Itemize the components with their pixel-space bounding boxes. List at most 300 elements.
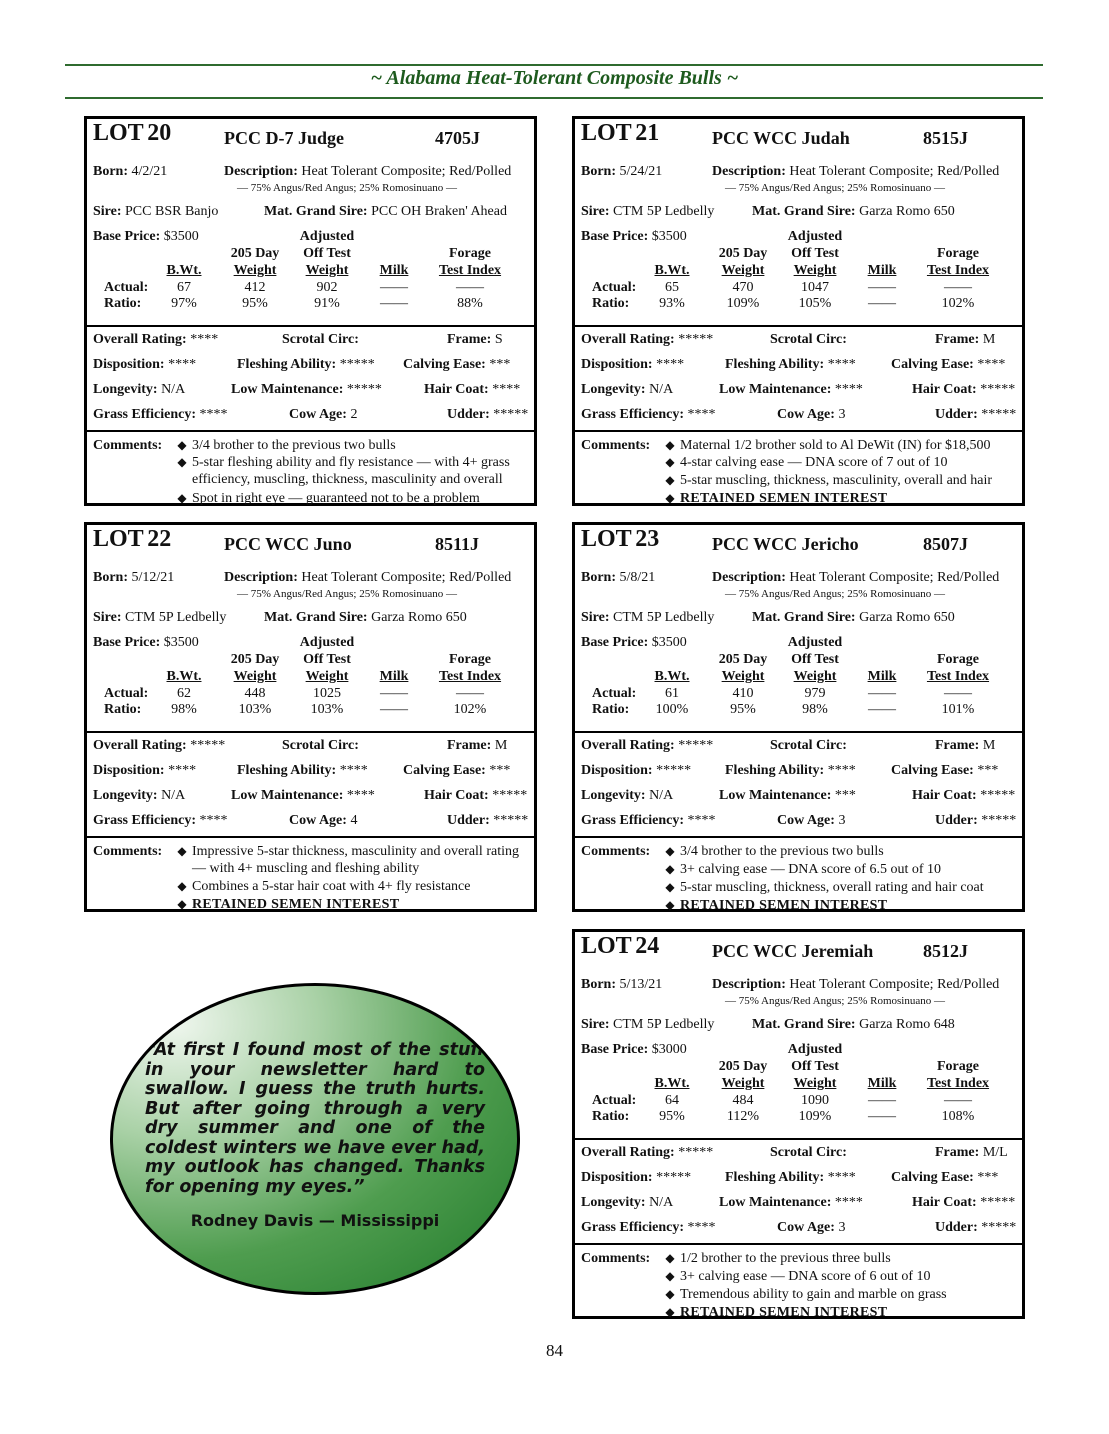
comment-item <box>172 490 530 507</box>
grass-value: **** <box>687 1220 716 1235</box>
comment-text: 4-star calving ease — DNA score of 7 out of 10 <box>680 455 948 470</box>
base-price-value: $3500 <box>651 229 687 244</box>
disposition-value: **** <box>168 357 197 372</box>
overall-label: Overall Rating: <box>93 332 187 347</box>
overall-value: ***** <box>678 332 714 347</box>
base-price-value: $3500 <box>651 635 687 650</box>
born-date: 5/8/21 <box>619 570 656 585</box>
weight205-header: Weight <box>721 263 765 278</box>
actual-bwt: 64 <box>665 1093 679 1108</box>
weight205-header: Weight <box>233 263 277 278</box>
cowage-value: 3 <box>838 1220 846 1235</box>
born-label: Born: <box>581 977 616 992</box>
comment-text: Impressive 5-star thickness, masculinity and overall rating — with 4+ muscling and fleshing ability <box>192 844 519 876</box>
lowmaint-value: **** <box>834 1195 863 1210</box>
description-label: Description: <box>712 164 786 179</box>
diamond-bullet-icon: ◆ <box>665 880 675 894</box>
adjusted-header: Adjusted <box>299 635 355 650</box>
sire-label: Sire: <box>93 610 122 625</box>
bull-id: 8507J <box>923 534 968 554</box>
diamond-bullet-icon: ◆ <box>665 473 675 487</box>
disposition-label: Disposition: <box>93 357 165 372</box>
longevity-value: N/A <box>649 382 674 397</box>
diamond-bullet-icon: ◆ <box>665 862 675 876</box>
lot-label: LOT <box>581 933 632 959</box>
ratio-label: Ratio: <box>592 1109 630 1124</box>
scrotal-label: Scrotal Circ: <box>770 738 847 753</box>
header-rule-bottom <box>65 97 1043 99</box>
bwt-header: B.Wt. <box>166 263 202 278</box>
description-label: Description: <box>224 164 298 179</box>
disposition-value: **** <box>168 763 197 778</box>
grass-value: **** <box>199 813 228 828</box>
disposition-value: **** <box>656 357 685 372</box>
diamond-bullet-icon: ◆ <box>177 844 187 858</box>
sire-name: CTM 5P Ledbelly <box>125 610 227 625</box>
udder-label: Udder: <box>935 1220 978 1235</box>
longevity-label: Longevity: <box>93 788 158 803</box>
bull-name: PCC WCC Juno <box>224 534 352 554</box>
actual-forage: —— <box>456 280 484 295</box>
lowmaint-label: Low Maintenance: <box>719 1195 832 1210</box>
overall-value: ***** <box>678 738 714 753</box>
mgs-label: Mat. Grand Sire: <box>752 610 856 625</box>
test-index-header: Test Index <box>438 263 502 278</box>
description-text: Heat Tolerant Composite; Red/Polled <box>789 570 1000 585</box>
mgs-label: Mat. Grand Sire: <box>752 1017 856 1032</box>
actual-offtest: 979 <box>804 686 826 701</box>
ratio-label: Ratio: <box>104 702 142 717</box>
disposition-label: Disposition: <box>581 1170 653 1185</box>
longevity-value: N/A <box>161 382 186 397</box>
disposition-value: ***** <box>656 763 692 778</box>
actual-milk: —— <box>380 280 408 295</box>
cowage-value: 3 <box>838 407 846 422</box>
actual-bwt: 61 <box>665 686 679 701</box>
cowage-value: 2 <box>350 407 358 422</box>
testimonial-author: Rodney Davis — Mississippi <box>190 1211 440 1230</box>
comment-text: 3/4 brother to the previous two bulls <box>192 438 396 453</box>
calving-label: Calving Ease: <box>403 357 486 372</box>
lot-number: 23 <box>635 526 660 552</box>
fleshing-label: Fleshing Ability: <box>725 763 825 778</box>
haircoat-value: ***** <box>492 788 528 803</box>
haircoat-label: Hair Coat: <box>912 788 977 803</box>
breed-composition: — 75% Angus/Red Angus; 25% Romosinuano — <box>236 182 457 194</box>
base-price-value: $3500 <box>163 229 199 244</box>
cowage-label: Cow Age: <box>289 813 347 828</box>
mgs-name: Garza Romo 648 <box>859 1017 955 1032</box>
bwt-header: B.Wt. <box>654 669 690 684</box>
frame-label: Frame: <box>935 332 980 347</box>
actual-w205: 470 <box>732 280 754 295</box>
diamond-bullet-icon: ◆ <box>177 438 187 452</box>
born-date: 5/12/21 <box>131 570 175 585</box>
sire-name: CTM 5P Ledbelly <box>613 204 715 219</box>
haircoat-label: Hair Coat: <box>912 1195 977 1210</box>
comment-item <box>660 472 1018 489</box>
grass-label: Grass Efficiency: <box>581 813 685 828</box>
lot-comments <box>575 838 1022 914</box>
weight-offtest-header: Weight <box>305 263 349 278</box>
offtest-header: Off Test <box>791 1059 839 1074</box>
comment-item <box>660 1286 1018 1303</box>
mgs-label: Mat. Grand Sire: <box>264 610 368 625</box>
lot-details <box>575 119 1022 327</box>
lot-ratings <box>87 327 534 432</box>
lot-label: LOT <box>93 526 144 552</box>
fleshing-label: Fleshing Ability: <box>725 357 825 372</box>
lot-ratings <box>575 327 1022 432</box>
longevity-label: Longevity: <box>581 382 646 397</box>
day205-header: 205 Day <box>718 246 768 261</box>
cowage-label: Cow Age: <box>777 1220 835 1235</box>
diamond-bullet-icon: ◆ <box>665 844 675 858</box>
actual-w205: 410 <box>732 686 754 701</box>
disposition-label: Disposition: <box>581 357 653 372</box>
test-index-header: Test Index <box>438 669 502 684</box>
comment-item <box>660 861 1018 878</box>
cowage-label: Cow Age: <box>289 407 347 422</box>
lot-card <box>572 522 1025 912</box>
sire-label: Sire: <box>581 1017 610 1032</box>
cowage-value: 4 <box>350 813 358 828</box>
calving-value: *** <box>977 763 999 778</box>
lot-ratings <box>87 733 534 838</box>
ratio-w205: 103% <box>238 702 272 717</box>
grass-value: **** <box>199 407 228 422</box>
comment-item <box>660 879 1018 896</box>
ratio-bwt: 97% <box>171 296 197 311</box>
comment-item <box>172 454 530 488</box>
comment-text: 3+ calving ease — DNA score of 6 out of 10 <box>680 1269 931 1284</box>
lowmaint-value: ***** <box>346 382 382 397</box>
ratio-forage: 102% <box>453 702 487 717</box>
overall-label: Overall Rating: <box>581 738 675 753</box>
comment-text: 5-star fleshing ability and fly resistance — with 4+ grass efficiency, muscling, thickness, masculinity and overall <box>192 455 510 487</box>
haircoat-label: Hair Coat: <box>424 382 489 397</box>
frame-label: Frame: <box>935 1145 980 1160</box>
frame-value: M <box>982 332 996 347</box>
ratio-w205: 95% <box>730 702 756 717</box>
diamond-bullet-icon: ◆ <box>665 438 675 452</box>
sire-label: Sire: <box>581 204 610 219</box>
longevity-label: Longevity: <box>93 382 158 397</box>
calving-label: Calving Ease: <box>891 763 974 778</box>
weight-offtest-header: Weight <box>793 669 837 684</box>
diamond-bullet-icon: ◆ <box>177 455 187 469</box>
lot-details <box>87 525 534 733</box>
test-index-header: Test Index <box>926 1076 990 1091</box>
ratio-offtest: 91% <box>314 296 340 311</box>
bull-name: PCC WCC Jericho <box>712 534 859 554</box>
fleshing-value: ***** <box>339 357 375 372</box>
longevity-value: N/A <box>161 788 186 803</box>
offtest-header: Off Test <box>791 246 839 261</box>
scrotal-label: Scrotal Circ: <box>282 332 359 347</box>
fleshing-value: **** <box>827 1170 856 1185</box>
ratio-bwt: 93% <box>659 296 685 311</box>
overall-label: Overall Rating: <box>581 1145 675 1160</box>
page-number: 84 <box>546 1341 563 1360</box>
bull-id: 8512J <box>923 941 968 961</box>
diamond-bullet-icon: ◆ <box>665 1251 675 1265</box>
ratio-forage: 88% <box>457 296 483 311</box>
diamond-bullet-icon: ◆ <box>665 1287 675 1301</box>
lot-number: 24 <box>635 933 660 959</box>
actual-milk: —— <box>868 280 896 295</box>
milk-header: Milk <box>379 263 409 278</box>
lowmaint-label: Low Maintenance: <box>231 382 344 397</box>
comment-text: RETAINED SEMEN INTEREST <box>680 898 888 913</box>
actual-offtest: 902 <box>316 280 338 295</box>
udder-label: Udder: <box>935 407 978 422</box>
mgs-name: Garza Romo 650 <box>371 610 467 625</box>
adjusted-header: Adjusted <box>787 635 843 650</box>
lot-card <box>84 116 537 506</box>
comment-item <box>660 1250 1018 1267</box>
bull-id: 8511J <box>435 534 480 554</box>
longevity-label: Longevity: <box>581 1195 646 1210</box>
comment-item <box>660 1304 1018 1321</box>
haircoat-value: ***** <box>980 382 1016 397</box>
ratio-offtest: 105% <box>798 296 832 311</box>
weight-offtest-header: Weight <box>793 1076 837 1091</box>
description-label: Description: <box>224 570 298 585</box>
grass-label: Grass Efficiency: <box>93 813 197 828</box>
calving-value: *** <box>977 1170 999 1185</box>
comment-item <box>660 454 1018 471</box>
ratio-milk: —— <box>380 702 408 717</box>
grass-label: Grass Efficiency: <box>93 407 197 422</box>
lot-number: 20 <box>147 120 172 146</box>
bull-id: 4705J <box>435 128 480 148</box>
fleshing-value: **** <box>827 763 856 778</box>
comment-item <box>172 878 530 895</box>
udder-value: ***** <box>981 1220 1017 1235</box>
mgs-name: Garza Romo 650 <box>859 610 955 625</box>
born-date: 5/24/21 <box>619 164 663 179</box>
milk-header: Milk <box>867 263 897 278</box>
comment-text: Combines a 5-star hair coat with 4+ fly resistance <box>192 879 471 894</box>
comment-item <box>172 896 530 913</box>
offtest-header: Off Test <box>303 652 351 667</box>
born-label: Born: <box>581 570 616 585</box>
udder-label: Udder: <box>935 813 978 828</box>
comment-item <box>172 843 530 877</box>
weight205-header: Weight <box>721 669 765 684</box>
overall-label: Overall Rating: <box>581 332 675 347</box>
diamond-bullet-icon: ◆ <box>177 897 187 911</box>
comment-item <box>660 490 1018 507</box>
ratio-offtest: 98% <box>802 702 828 717</box>
ratio-forage: 102% <box>941 296 975 311</box>
fleshing-label: Fleshing Ability: <box>725 1170 825 1185</box>
comments-label: Comments: <box>93 438 163 453</box>
page-title: ~ Alabama Heat-Tolerant Composite Bulls ~ <box>370 67 739 89</box>
diamond-bullet-icon: ◆ <box>665 1305 675 1319</box>
haircoat-label: Hair Coat: <box>424 788 489 803</box>
frame-value: M <box>982 738 996 753</box>
comment-text: Spot in right eye — guaranteed not to be a problem <box>192 491 480 506</box>
actual-forage: —— <box>944 686 972 701</box>
breed-composition: — 75% Angus/Red Angus; 25% Romosinuano — <box>724 182 945 194</box>
ratio-w205: 95% <box>242 296 268 311</box>
born-label: Born: <box>93 570 128 585</box>
day205-header: 205 Day <box>230 246 280 261</box>
comment-item <box>660 843 1018 860</box>
calving-label: Calving Ease: <box>891 1170 974 1185</box>
testimonial-quote: “At first I found most of the stuff in your newsletter hard to swallow. I guess the truth hurts. But after going through a very dry summer and one of the coldest winters we have ever had, my outlook has changed. Thanks for opening my eyes.” <box>145 1040 485 1197</box>
lowmaint-label: Low Maintenance: <box>231 788 344 803</box>
lot-label: LOT <box>581 120 632 146</box>
base-price-value: $3500 <box>163 635 199 650</box>
comments-label: Comments: <box>93 844 163 859</box>
lowmaint-value: *** <box>834 788 856 803</box>
ratio-bwt: 98% <box>171 702 197 717</box>
actual-forage: —— <box>456 686 484 701</box>
ratio-label: Ratio: <box>104 296 142 311</box>
ratio-bwt: 95% <box>659 1109 685 1124</box>
sire-name: CTM 5P Ledbelly <box>613 1017 715 1032</box>
bull-name: PCC WCC Jeremiah <box>712 941 874 961</box>
cowage-label: Cow Age: <box>777 407 835 422</box>
frame-value: M <box>494 738 508 753</box>
weight-offtest-header: Weight <box>793 263 837 278</box>
ratio-milk: —— <box>380 296 408 311</box>
base-price-label: Base Price: <box>93 229 161 244</box>
comment-text: Tremendous ability to gain and marble on grass <box>680 1287 947 1302</box>
comment-text: 5-star muscling, thickness, masculinity, overall and hair <box>680 473 993 488</box>
actual-w205: 448 <box>244 686 266 701</box>
scrotal-label: Scrotal Circ: <box>770 1145 847 1160</box>
calving-label: Calving Ease: <box>891 357 974 372</box>
adjusted-header: Adjusted <box>299 229 355 244</box>
grass-value: **** <box>687 813 716 828</box>
lot-comments <box>87 838 534 914</box>
diamond-bullet-icon: ◆ <box>177 879 187 893</box>
haircoat-value: ***** <box>980 1195 1016 1210</box>
sire-name: CTM 5P Ledbelly <box>613 610 715 625</box>
weight205-header: Weight <box>721 1076 765 1091</box>
header-rule-top <box>65 64 1043 66</box>
cowage-label: Cow Age: <box>777 813 835 828</box>
description-text: Heat Tolerant Composite; Red/Polled <box>789 164 1000 179</box>
haircoat-value: **** <box>492 382 521 397</box>
grass-value: **** <box>687 407 716 422</box>
diamond-bullet-icon: ◆ <box>665 455 675 469</box>
milk-header: Milk <box>379 669 409 684</box>
weight205-header: Weight <box>233 669 277 684</box>
ratio-milk: —— <box>868 1109 896 1124</box>
calving-label: Calving Ease: <box>403 763 486 778</box>
comment-text: 1/2 brother to the previous three bulls <box>680 1251 891 1266</box>
ratio-forage: 101% <box>941 702 975 717</box>
forage-header: Forage <box>449 652 491 667</box>
actual-milk: —— <box>868 686 896 701</box>
actual-bwt: 67 <box>177 280 191 295</box>
mgs-label: Mat. Grand Sire: <box>752 204 856 219</box>
udder-label: Udder: <box>447 813 490 828</box>
born-date: 5/13/21 <box>619 977 663 992</box>
lot-details <box>575 932 1022 1140</box>
fleshing-label: Fleshing Ability: <box>237 763 337 778</box>
bull-id: 8515J <box>923 128 968 148</box>
forage-header: Forage <box>937 1059 979 1074</box>
lot-comments <box>87 432 534 508</box>
comments-label: Comments: <box>581 844 651 859</box>
base-price-label: Base Price: <box>581 635 649 650</box>
diamond-bullet-icon: ◆ <box>177 491 187 505</box>
frame-label: Frame: <box>447 738 492 753</box>
bwt-header: B.Wt. <box>654 1076 690 1091</box>
ratio-bwt: 100% <box>655 702 689 717</box>
comment-text: Maternal 1/2 brother sold to Al DeWit (IN) for $18,500 <box>680 438 991 453</box>
base-price-label: Base Price: <box>581 1042 649 1057</box>
description-text: Heat Tolerant Composite; Red/Polled <box>789 977 1000 992</box>
fleshing-value: **** <box>339 763 368 778</box>
description-text: Heat Tolerant Composite; Red/Polled <box>301 570 512 585</box>
offtest-header: Off Test <box>303 246 351 261</box>
haircoat-label: Hair Coat: <box>912 382 977 397</box>
base-price-label: Base Price: <box>581 229 649 244</box>
lot-ratings <box>575 733 1022 838</box>
fleshing-label: Fleshing Ability: <box>237 357 337 372</box>
lowmaint-label: Low Maintenance: <box>719 788 832 803</box>
udder-value: ***** <box>493 813 529 828</box>
day205-header: 205 Day <box>230 652 280 667</box>
forage-header: Forage <box>449 246 491 261</box>
ratio-w205: 112% <box>726 1109 760 1124</box>
diamond-bullet-icon: ◆ <box>665 898 675 912</box>
test-index-header: Test Index <box>926 669 990 684</box>
udder-label: Udder: <box>447 407 490 422</box>
cowage-value: 3 <box>838 813 846 828</box>
bwt-header: B.Wt. <box>654 263 690 278</box>
overall-value: ***** <box>190 738 226 753</box>
grass-label: Grass Efficiency: <box>581 1220 685 1235</box>
lot-details <box>87 119 534 327</box>
scrotal-label: Scrotal Circ: <box>282 738 359 753</box>
comment-text: 5-star muscling, thickness, overall rating and hair coat <box>680 880 984 895</box>
breed-composition: — 75% Angus/Red Angus; 25% Romosinuano — <box>724 995 945 1007</box>
lot-label: LOT <box>581 526 632 552</box>
milk-header: Milk <box>867 669 897 684</box>
comments-label: Comments: <box>581 1251 651 1266</box>
ratio-offtest: 109% <box>798 1109 832 1124</box>
weight-offtest-header: Weight <box>305 669 349 684</box>
actual-offtest: 1047 <box>801 280 829 295</box>
comment-text: RETAINED SEMEN INTEREST <box>192 897 400 912</box>
forage-header: Forage <box>937 246 979 261</box>
ratio-milk: —— <box>868 702 896 717</box>
comments-label: Comments: <box>581 438 651 453</box>
born-date: 4/2/21 <box>131 164 168 179</box>
actual-label: Actual: <box>104 686 149 701</box>
frame-value: S <box>494 332 503 347</box>
scrotal-label: Scrotal Circ: <box>770 332 847 347</box>
lowmaint-value: **** <box>834 382 863 397</box>
diamond-bullet-icon: ◆ <box>665 491 675 505</box>
lot-details <box>575 525 1022 733</box>
day205-header: 205 Day <box>718 652 768 667</box>
description-label: Description: <box>712 570 786 585</box>
longevity-value: N/A <box>649 788 674 803</box>
actual-label: Actual: <box>104 280 149 295</box>
day205-header: 205 Day <box>718 1059 768 1074</box>
actual-label: Actual: <box>592 686 637 701</box>
actual-bwt: 65 <box>665 280 679 295</box>
